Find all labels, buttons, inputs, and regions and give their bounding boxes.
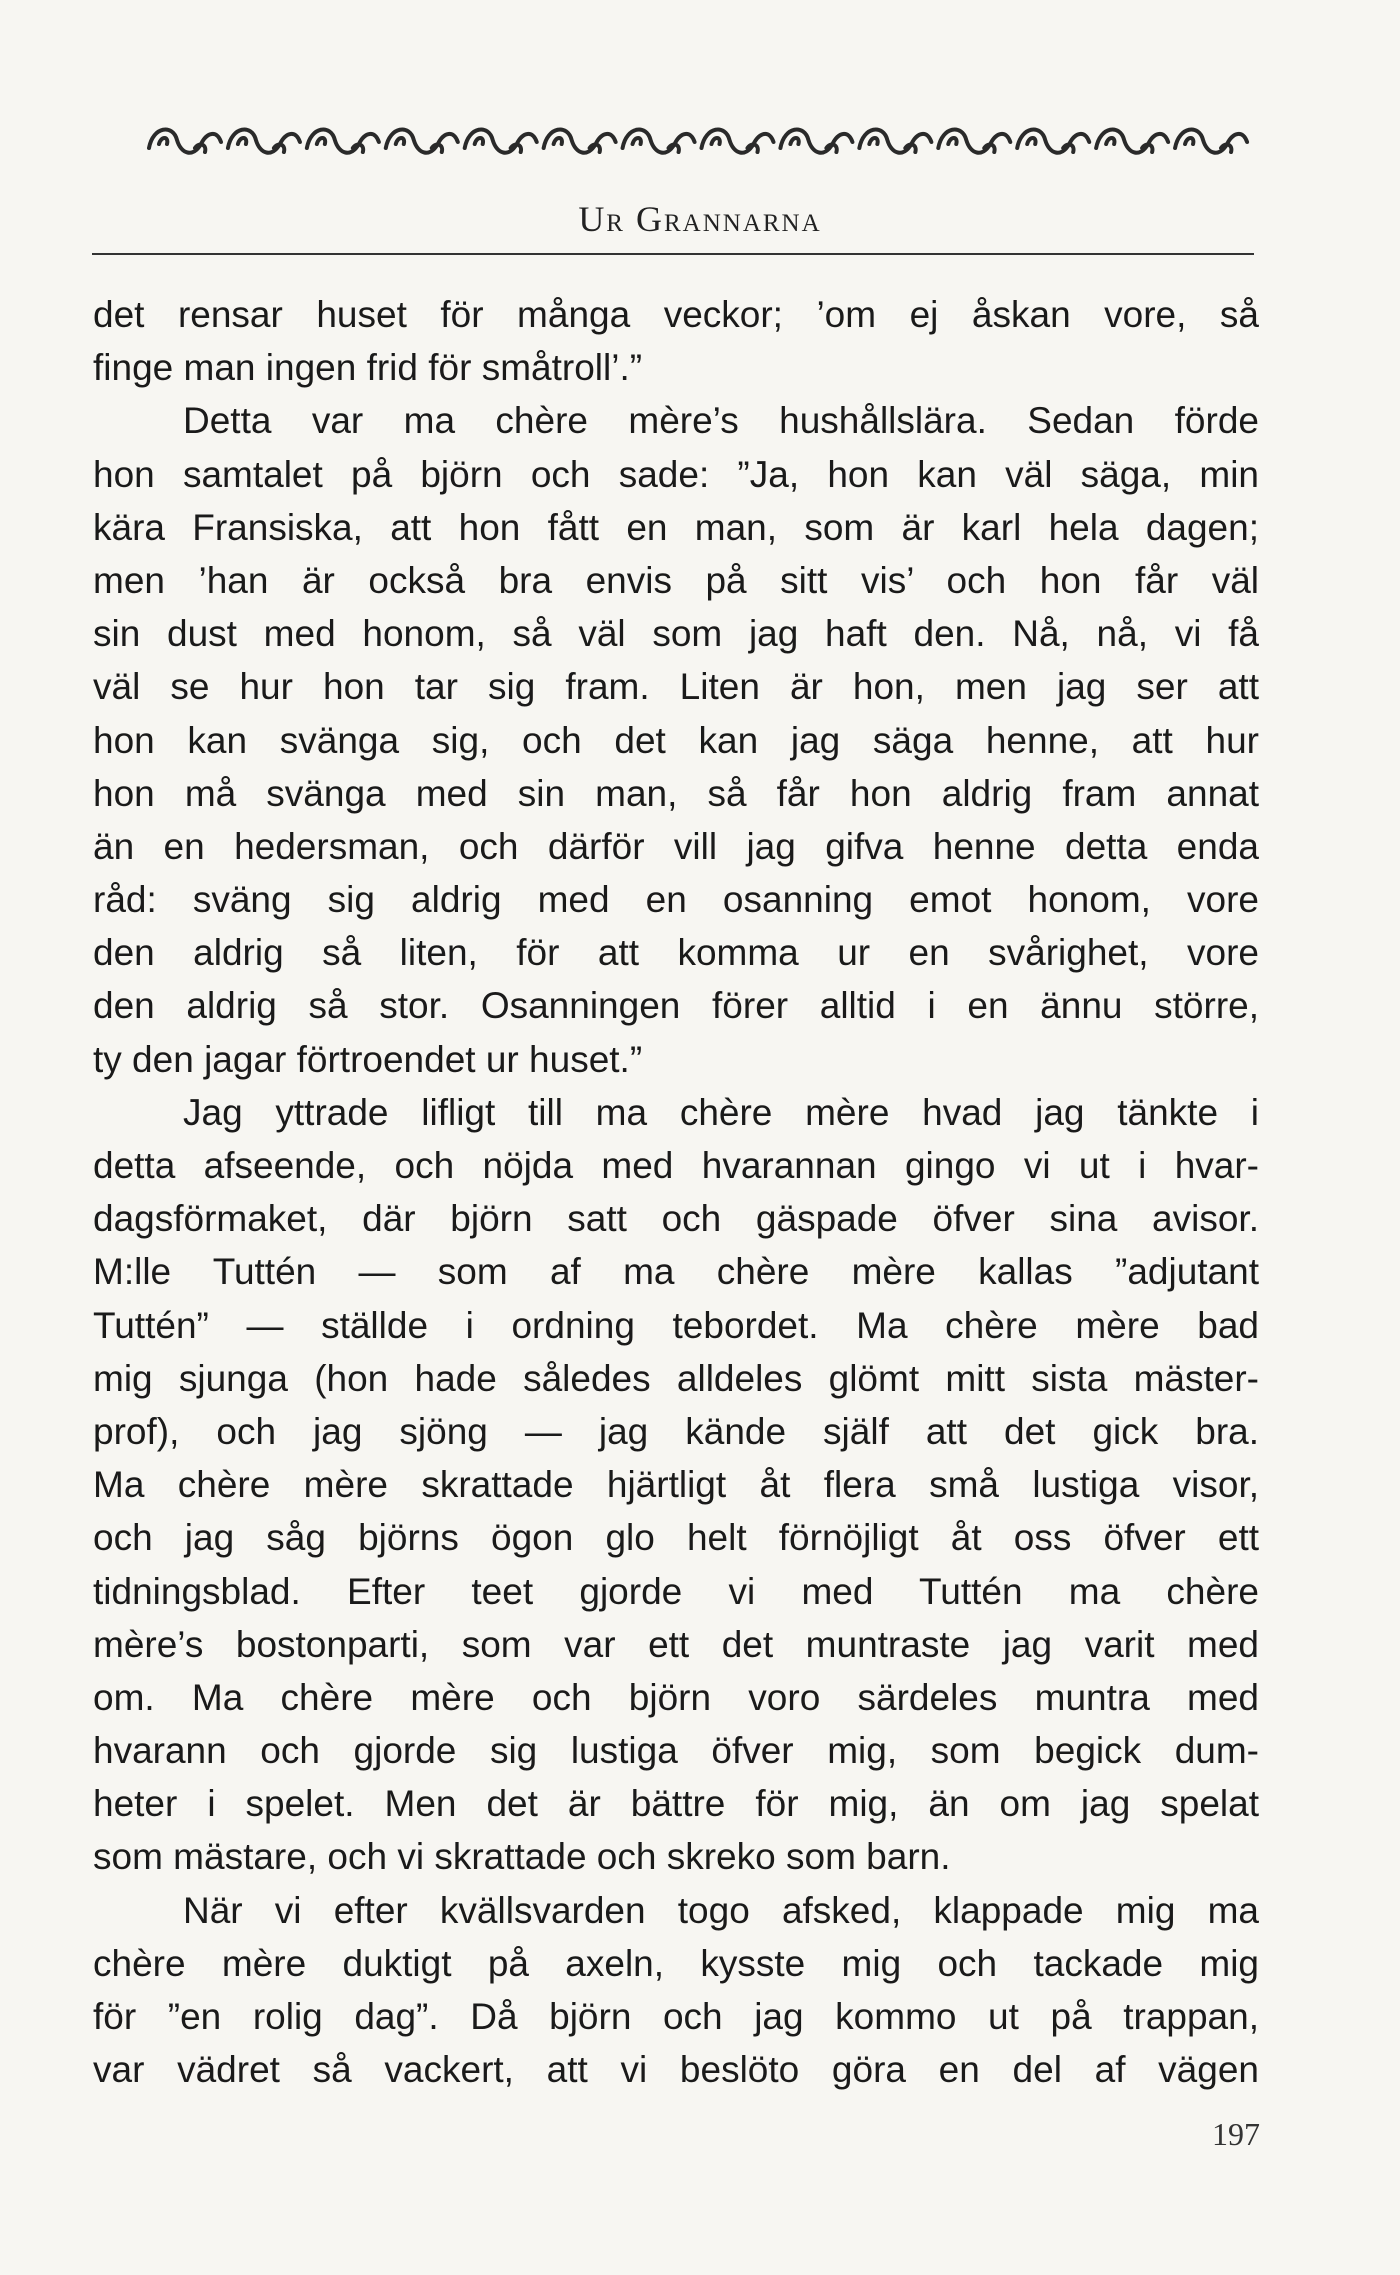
ornament-scroll-unit xyxy=(1175,130,1247,153)
ornament-scroll-unit xyxy=(1096,130,1168,153)
text-line: mig sjunga (hon hade således alldeles glömt mitt sista mäster- xyxy=(93,1357,1259,1399)
text-line: hon må svänga med sin man, så får hon aldrig fram annat xyxy=(93,772,1259,814)
text-line: Ma chère mère skrattade hjärtligt åt flera små lustiga visor, xyxy=(93,1464,1259,1506)
text-line: heter i spelet. Men det är bättre för mig, än om jag spelat xyxy=(93,1783,1259,1825)
text-line: det rensar huset för många veckor; ’om ej åskan vore, så xyxy=(93,294,1259,335)
text-line: men ’han är också bra envis på sitt vis’ och hon får väl xyxy=(93,559,1259,601)
text-line: var vädret så vackert, att vi beslöto göra en del af vägen xyxy=(93,2049,1259,2091)
text-line: om. Ma chère mère och björn voro särdeles muntra med xyxy=(93,1676,1259,1718)
ornament-scroll-unit xyxy=(938,130,1010,153)
ornament-scroll-unit xyxy=(702,130,774,153)
header-rule xyxy=(92,253,1254,255)
ornament-scroll-unit xyxy=(544,130,616,153)
text-line: hvarann och gjorde sig lustiga öfver mig, som begick dum- xyxy=(93,1730,1259,1772)
text-line: sin dust med honom, så väl som jag haft den. Nå, nå, vi få xyxy=(93,613,1259,655)
ornament-scroll-unit xyxy=(1017,130,1089,153)
text-line: mère’s bostonparti, som var ett det muntraste jag varit med xyxy=(93,1623,1259,1665)
text-line: den aldrig så stor. Osanningen förer alltid i en ännu större, xyxy=(93,985,1259,1027)
text-line: för ”en rolig dag”. Då björn och jag kommo ut på trappan, xyxy=(93,1996,1259,2037)
text-line: hon samtalet på björn och sade: ”Ja, hon kan väl säga, min xyxy=(93,453,1259,495)
text-line: När vi efter kvällsvarden togo afsked, klappade mig ma xyxy=(183,1889,1259,1931)
text-line: råd: sväng sig aldrig med en osanning emot honom, vore xyxy=(93,879,1259,921)
text-line: Jag yttrade lifligt till ma chère mère hvad jag tänkte i xyxy=(183,1091,1259,1133)
text-line: dagsförmaket, där björn satt och gäspade öfver sina avisor. xyxy=(93,1198,1259,1240)
ornament-scroll-unit xyxy=(386,130,458,153)
text-line: tidningsblad. Efter teet gjorde vi med Tuttén ma chère xyxy=(93,1570,1259,1612)
text-line: chère mère duktigt på axeln, kysste mig och tackade mig xyxy=(93,1942,1259,1984)
text-line: finge man ingen frid för småtroll’.” xyxy=(93,347,643,389)
ornament-scroll-unit xyxy=(307,130,379,153)
text-line: väl se hur hon tar sig fram. Liten är hon, men jag ser att xyxy=(93,666,1259,708)
text-line: hon kan svänga sig, och det kan jag säga henne, att hur xyxy=(93,719,1259,761)
ornament-scroll-unit xyxy=(228,130,300,153)
ornament-scroll-unit xyxy=(780,130,852,153)
page-number: 197 xyxy=(1212,2116,1260,2152)
ornament-scroll-unit xyxy=(623,130,695,153)
text-line: än en hedersman, och därför vill jag gifva henne detta enda xyxy=(93,825,1259,867)
text-line: Tuttén” — ställde i ordning tebordet. Ma chère mère bad xyxy=(93,1304,1259,1346)
decorative-ornament-band xyxy=(145,118,1250,166)
ornament-scroll-unit xyxy=(859,130,931,153)
text-line: Detta var ma chère mère’s hushållslära. Sedan förde xyxy=(183,400,1259,442)
ornament-scroll-unit xyxy=(465,130,537,153)
text-line: ty den jagar förtroendet ur huset.” xyxy=(93,1038,643,1080)
text-line: detta afseende, och nöjda med hvarannan gingo vi ut i hvar- xyxy=(93,1145,1259,1186)
text-line: och jag såg björns ögon glo helt förnöjligt åt oss öfver ett xyxy=(93,1517,1259,1559)
text-line: den aldrig så liten, för att komma ur en svårighet, vore xyxy=(93,932,1259,974)
text-line: M:lle Tuttén — som af ma chère mère kallas ”adjutant xyxy=(93,1251,1259,1293)
page-body-text xyxy=(93,288,1259,2096)
text-line: som mästare, och vi skrattade och skreko som barn. xyxy=(93,1836,951,1878)
running-header-title: Ur Grannarna xyxy=(578,199,822,239)
ornament-scroll-unit xyxy=(149,130,221,153)
text-line: kära Fransiska, att hon fått en man, som är karl hela dagen; xyxy=(93,506,1259,548)
text-line: prof), och jag sjöng — jag kände själf att det gick bra. xyxy=(93,1410,1259,1452)
